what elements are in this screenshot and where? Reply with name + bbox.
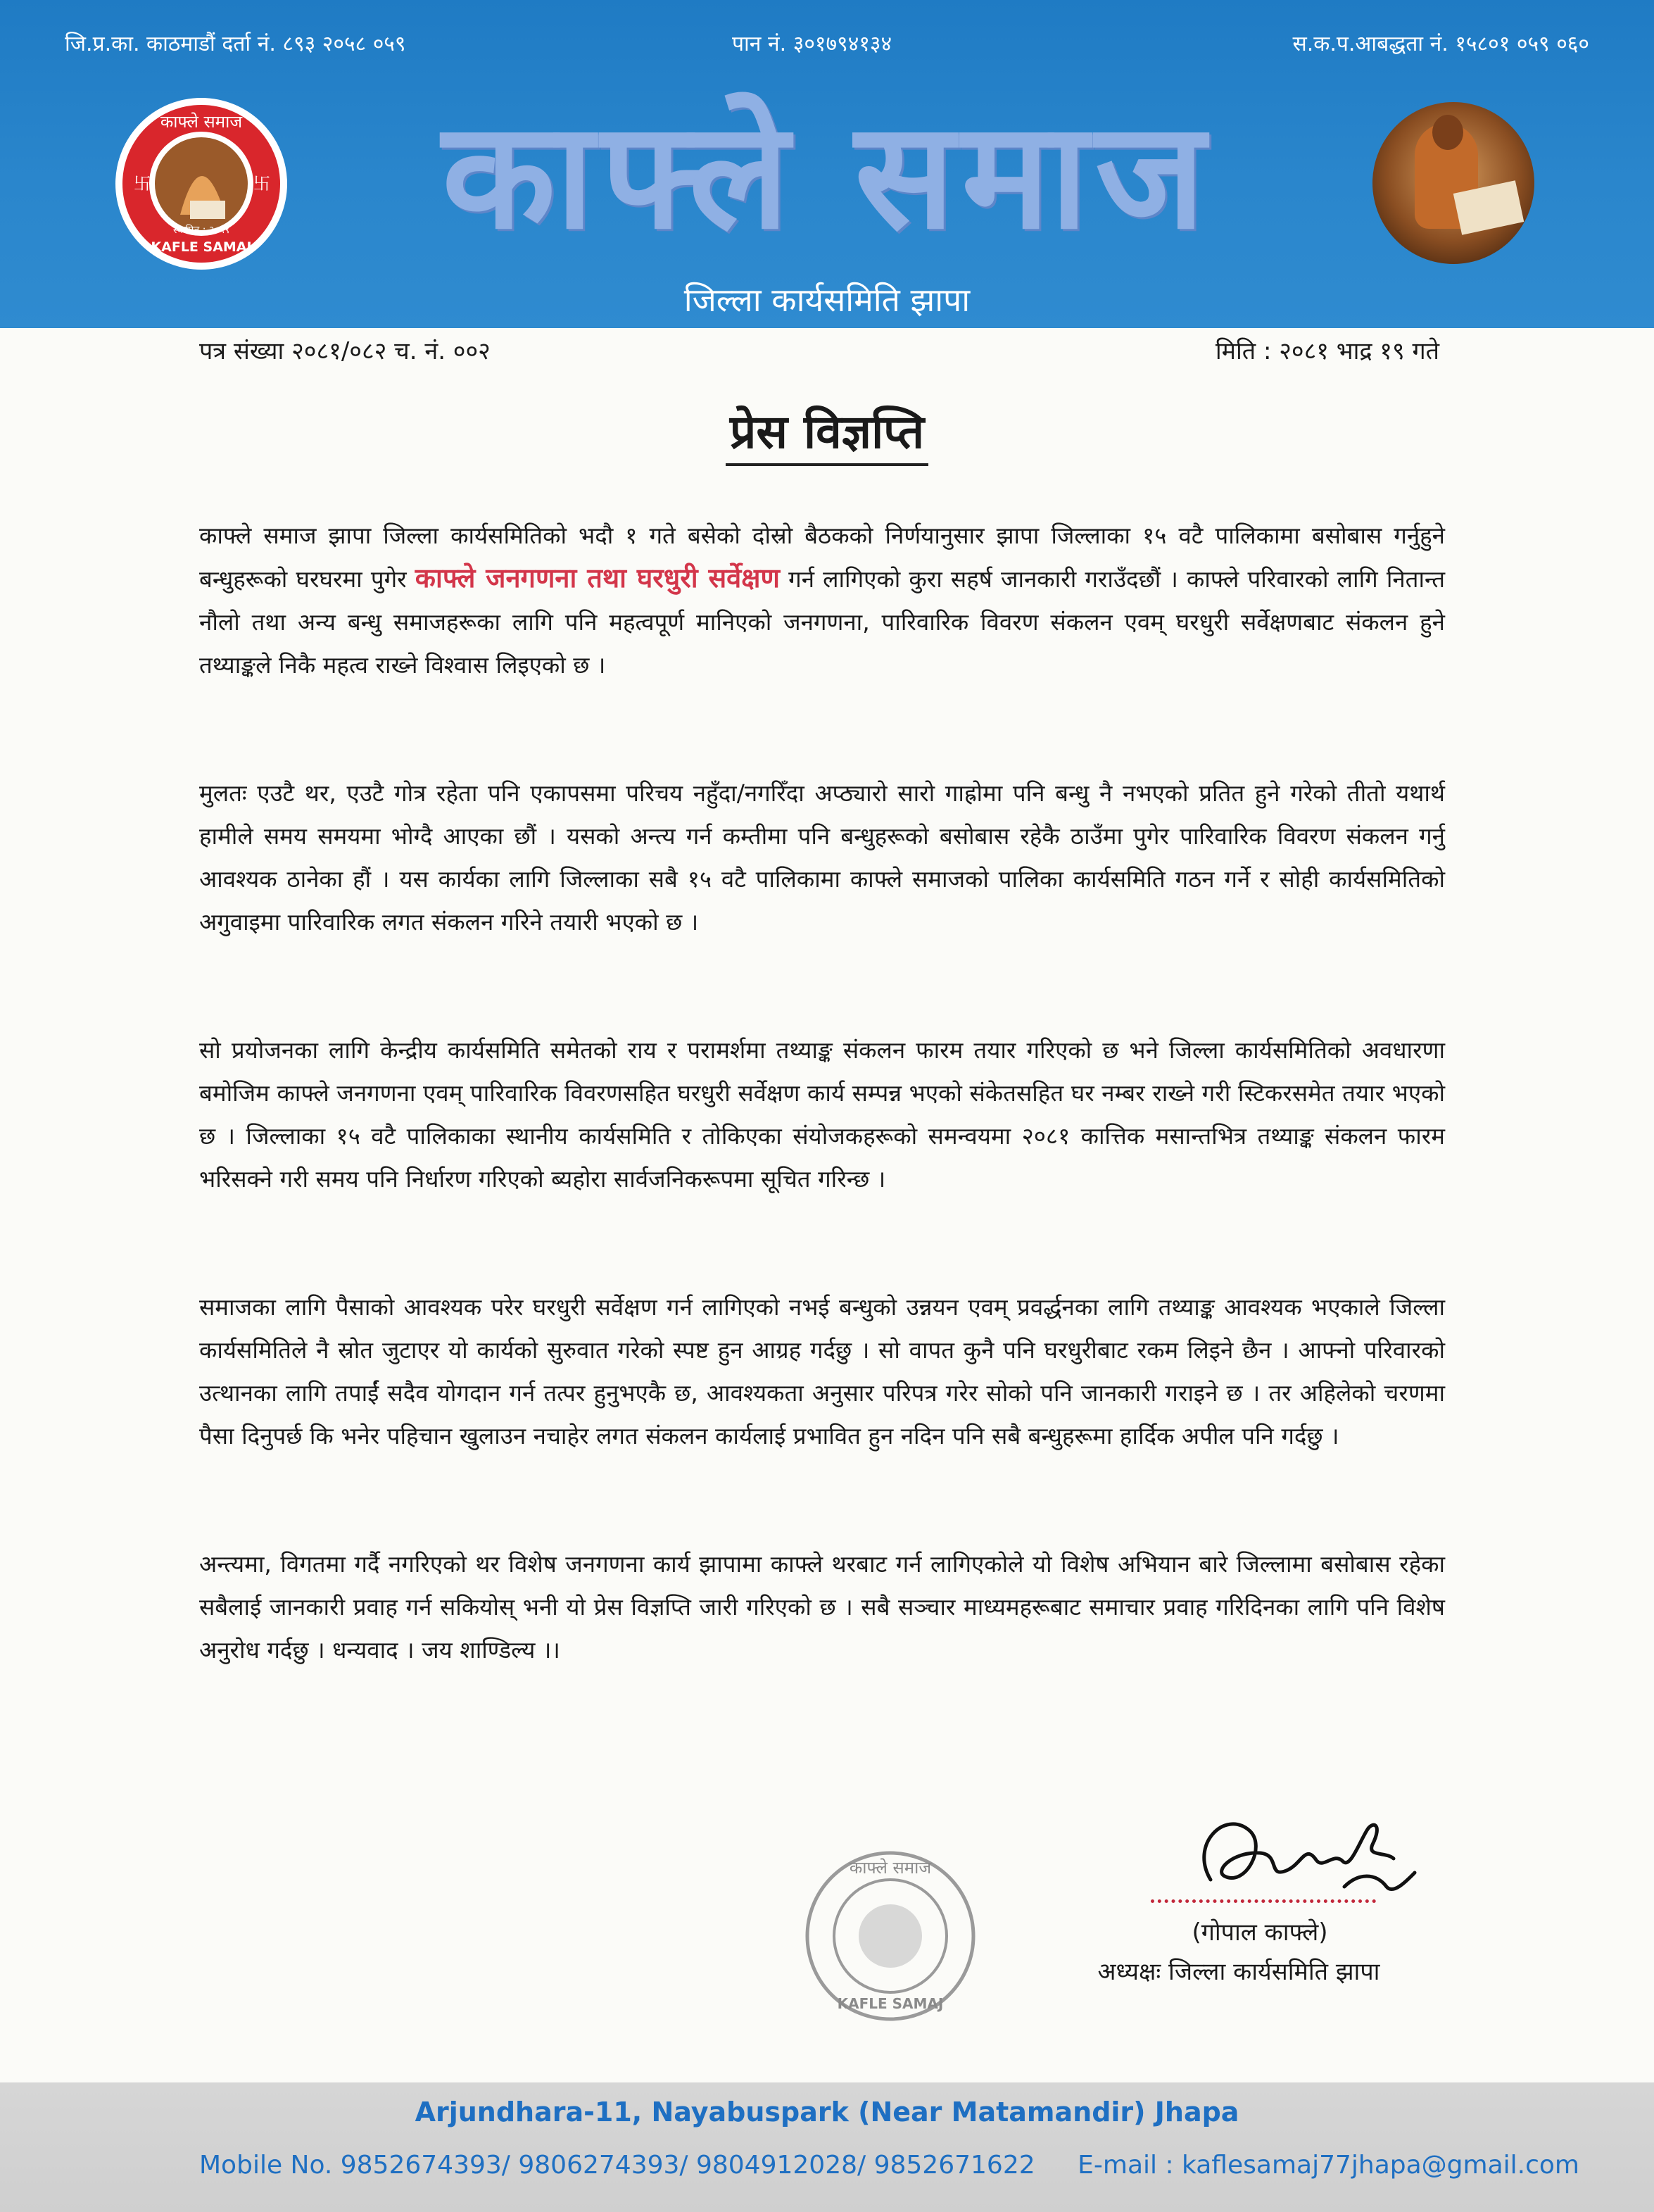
contact-mobile: Mobile No. 9852674393/ 9806274393/ 9804912028/ 9852671622 [199,2151,1035,2180]
letterhead-footer [0,2082,1654,2212]
paragraph-1 [199,514,1445,686]
sage-portrait [1372,102,1534,264]
seal-caption: KAFLE SAMAJ [837,1995,944,2012]
press-release-title-text: प्रेस विज्ञप्ति [726,405,928,466]
contact-email: E-mail : kaflesamaj77jhapa@gmail.com [1078,2151,1579,2180]
signatory-name: (गोपाल काफ्ले) [1192,1918,1328,1947]
official-seal [802,1848,978,2024]
letter-date: मिति : २०८१ भाद्र १९ गते [1215,337,1439,365]
organization-name: काफ्ले समाज [442,89,1212,262]
paragraph-3: सो प्रयोजनका लागि केन्द्रीय कार्यसमिति समेतको राय र परामर्शमा तथ्याङ्क संकलन फारम तयार गरिएको छ भने जिल्ला कार्यसमितिको अवधारणा बमोजिम काफ्ले जनगणना एवम् पारिवारिक विवरणसहित घरधुरी सर्वेक्षण कार्य सम्पन्न भएको संकेतसहित घर नम्बर राख्ने गरी स्टिकरसमेत तयार भएको छ । जिल्लाका १५ वटै पालिकाका स्थानीय कार्यसमिति र तोकिएका संयोजकहरूको समन्वयमा २०८१ कात्तिक मसान्तभित्र तथ्याङ्क संकलन फारम भरिसक्ने गरी समय पनि निर्धारण गरिएको ब्यहोरा सार्वजनिकरूपमा सूचित गरिन्छ । [199,1036,1445,1193]
press-release-body [199,514,1445,1757]
signature-line [1151,1899,1376,1903]
registration-row [0,28,1654,63]
paragraph-5: अन्त्यमा, विगतमा गर्दै नगरिएको थर विशेष जनगणना कार्य झापामा काफ्ले थरबाट गर्न लागिएकोले यो विशेष अभियान बारे जिल्लामा बसोबास रहेका सबैलाई जानकारी प्रवाह गर्न सकियोस् भनी यो प्रेस विज्ञप्ति जारी गरिएको छ । सबै सञ्चार माध्यमहरूबाट समाचार प्रवाह गरिदिनका लागि पनि विशेष अनुरोध गर्दछु । धन्यवाद । जय शाण्डिल्य ।। [199,1550,1445,1664]
pan-number: पान नं. ३०१७९४१३४ [732,32,892,56]
office-address: Arjundhara-11, Nayabuspark (Near Matamandir) Jhapa [415,2097,1239,2128]
logo-caption: KAFLE SAMAJ [151,239,252,255]
registration-number: जि.प्र.का. काठमाडौं दर्ता नं. ८९३ २०५८ ०५९ [65,32,406,56]
affiliation-number: स.क.प.आबद्धता नं. १५८०१ ०५९ ०६० [1292,32,1589,56]
letterhead-banner [0,0,1654,328]
signatory-title: अध्यक्षः जिल्ला कार्यसमिति झापा [1097,1958,1380,1986]
letter-number: पत्र संख्या २०८१/०८२ च. नं. ००२ [199,337,491,365]
paragraph-1-end: गर्न लागिएको कुरा सहर्ष जानकारी गराउँदछौं । काफ्ले परिवारको लागि नितान्त नौलो तथा अन्य बन्धु समाजहरूका लागि पनि महत्वपूर्ण मानिएको जनगणना, पारिवारिक विवरण संकलन एवम् घरधुरी सर्वेक्षणबाट संकलन हुने तथ्याङ्कले निकै महत्व राख्ने विश्वास लिइएको छ । [199,565,1446,679]
swastika-icon: 卐 [134,174,151,194]
committee-name: जिल्ला कार्यसमिति झापा [683,281,971,319]
seal-text: काफ्ले समाज [849,1858,932,1878]
press-release-title [0,398,1654,462]
portrait-head [1432,115,1463,150]
paragraph-4: समाजका लागि पैसाको आवश्यक परेर घरधुरी सर्वेक्षण गर्न लागिएको नभई बन्धुको उन्नयन एवम् प्रवर्द्धनका लागि तथ्याङ्क आवश्यक भएकाले जिल्ला कार्यसमितिले नै स्रोत जुटाएर यो कार्यको सुरुवात गरेको स्पष्ट हुन आग्रह गर्दछु । सो वापत कुनै पनि घरधुरीबाट रकम लिइने छैन । आफ्नो परिवारको उत्थानका लागि तपाईं सदैव योगदान गर्न तत्पर हुनुभएकै छ, आवश्यकता अनुसार परिपत्र गरेर सोको पनि जानकारी गराइने छ । तर अहिलेको चरणमा पैसा दिनुपर्छ कि भनेर पहिचान खुलाउन नचाहेर लगत संकलन कार्यलाई प्रभावित हुन नदिन पनि सबै बन्धुहरूमा हार्दिक अपील पनि गर्दछु । [199,1293,1445,1450]
logo-year: स्थापित : २०५९ [172,225,230,236]
paragraph-2: मुलतः एउटै थर, एउटै गोत्र रहेता पनि एकापसमा परिचय नहुँदा/नगरिँदा अप्ठ्यारो सारो गाह्रोमा पनि बन्धु नै नभएको प्रतित हुने गरेको तीतो यथार्थ हामीले समय समयमा भोग्दै आएका छौं । यसको अन्त्य गर्न कम्तीमा पनि बन्धुहरूको बसोबास रहेकै ठाउँमा पुगेर पारिवारिक विवरण संकलन गर्नु आवश्यक ठानेका हौं । यस कार्यका लागि जिल्लाका सबै १५ वटै पालिकामा काफ्ले समाजको पालिका कार्यसमिति गठन गर्ने र सोही कार्यसमितिको अगुवाइमा पारिवारिक लगत संकलन गरिने तयारी भएको छ । [199,779,1445,936]
swastika-icon: 卐 [253,174,270,194]
paragraph-1-start: काफ्ले समाज झापा जिल्ला कार्यसमितिको भदौ १ गते बसेको दोस्रो बैठकको निर्णयानुसार झापा जिल्लाका १५ वटै पालिकामा बसोबास गर्नुहुने बन्धुहरूको घरघरमा पुगेर [199,522,1445,593]
logo-text: काफ्ले समाज [160,112,243,132]
handwritten-signature [1182,1802,1422,1908]
reference-row [0,334,1654,369]
survey-highlight: काफ्ले जनगणना तथा घरधुरी सर्वेक्षण [415,563,780,593]
